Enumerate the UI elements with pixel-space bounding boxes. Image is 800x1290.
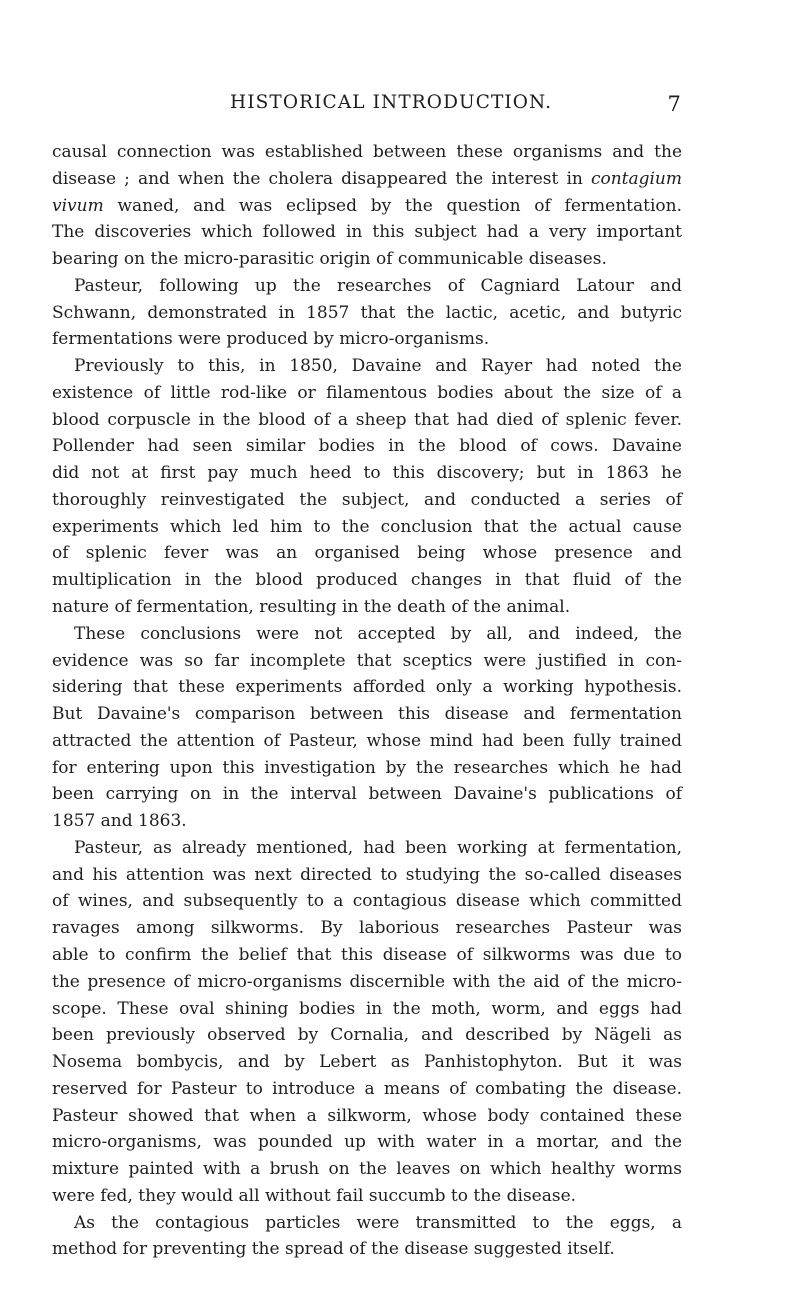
- text-line: attracted the attention of Pasteur, whose mind had been fully trained: [52, 730, 682, 751]
- text-line: causal connection was established between these organisms and the: [52, 142, 682, 162]
- text-line: scope. These oval shining bodies in the moth, worm, and eggs had: [52, 998, 682, 1019]
- text-line: of wines, and subsequently to a contagious disease which committed: [52, 891, 682, 912]
- body-text: [52, 139, 682, 1263]
- text-line: fermentations were produced by micro-organisms.: [52, 329, 490, 350]
- text-line: [52, 166, 682, 193]
- text-line: ravages among silkworms. By laborious researches Pasteur was: [52, 918, 682, 939]
- text-line: mixture painted with a brush on the leaves on which healthy worms: [52, 1159, 682, 1180]
- text-line: The discoveries which followed in this subject had a very important: [52, 222, 682, 243]
- text-line: evidence was so far incomplete that sceptics were justified in con-: [52, 650, 682, 671]
- text-line: were fed, they would all without fail succumb to the disease.: [52, 1185, 577, 1206]
- text-line: Nosema bombycis, and by Lebert as Panhistophyton. But it was: [52, 1052, 682, 1073]
- text-line: able to confirm the belief that this disease of silkworms was due to: [52, 944, 682, 965]
- text-line: blood corpuscle in the blood of a sheep that had died of splenic fever.: [52, 409, 682, 430]
- paragraph-first-line: Previously to this, in 1850, Davaine and Rayer had noted the: [74, 356, 682, 377]
- text-line: method for preventing the spread of the disease suggested itself.: [52, 1239, 615, 1260]
- text-line: multiplication in the blood produced changes in that fluid of the: [52, 570, 682, 591]
- text-line: been carrying on in the interval between Davaine's publications of: [52, 784, 682, 805]
- text-line: been previously observed by Cornalia, and described by Nägeli as: [52, 1025, 682, 1046]
- running-head: [52, 92, 682, 122]
- paragraph-first-line: Pasteur, as already mentioned, had been working at fermentation,: [74, 837, 682, 858]
- text-line: micro-organisms, was pounded up with water in a mortar, and the: [52, 1132, 682, 1153]
- running-title: HISTORICAL INTRODUCTION.: [230, 92, 553, 113]
- text-line: for entering upon this investigation by the researches which he had: [52, 757, 682, 778]
- text-line: [52, 193, 682, 220]
- italic-term: vivum: [52, 195, 104, 216]
- text-line: reserved for Pasteur to introduce a means of combating the disease.: [52, 1078, 682, 1099]
- text-line: did not at first pay much heed to this discovery; but in 1863 he: [52, 463, 682, 484]
- text-line: But Davaine's comparison between this disease and fermentation: [52, 704, 682, 725]
- page-number: 7: [667, 92, 682, 116]
- text-line: Pasteur showed that when a silkworm, whose body contained these: [52, 1105, 682, 1126]
- text-line: existence of little rod-like or filamentous bodies about the size of a: [52, 382, 682, 403]
- text-run: disease ; and when the cholera disappeared the interest in: [52, 168, 591, 189]
- paragraph-first-line: Pasteur, following up the researches of Cagniard Latour and: [74, 275, 682, 296]
- text-line: sidering that these experiments afforded only a working hypothesis.: [52, 677, 682, 698]
- text-line: nature of fermentation, resulting in the death of the animal.: [52, 597, 571, 618]
- text-line: experiments which led him to the conclusion that the actual cause: [52, 516, 682, 537]
- text-line: Pollender had seen similar bodies in the blood of cows. Davaine: [52, 436, 682, 457]
- text-line: the presence of micro-organisms discernible with the aid of the micro-: [52, 971, 682, 992]
- text-line: thoroughly reinvestigated the subject, and conducted a series of: [52, 489, 682, 510]
- text-run: waned, and was eclipsed by the question of fermentation.: [103, 195, 682, 216]
- paragraph-first-line: As the contagious particles were transmitted to the eggs, a: [74, 1212, 682, 1233]
- italic-term: contagium: [590, 168, 682, 189]
- text-line: bearing on the micro-parasitic origin of communicable diseases.: [52, 249, 607, 270]
- text-line: of splenic fever was an organised being whose presence and: [52, 543, 682, 564]
- text-line: 1857 and 1863.: [52, 811, 187, 832]
- text-line: Schwann, demonstrated in 1857 that the lactic, acetic, and butyric: [52, 302, 682, 323]
- text-line: and his attention was next directed to studying the so-called diseases: [52, 864, 682, 885]
- paragraph-first-line: These conclusions were not accepted by all, and indeed, the: [74, 623, 682, 644]
